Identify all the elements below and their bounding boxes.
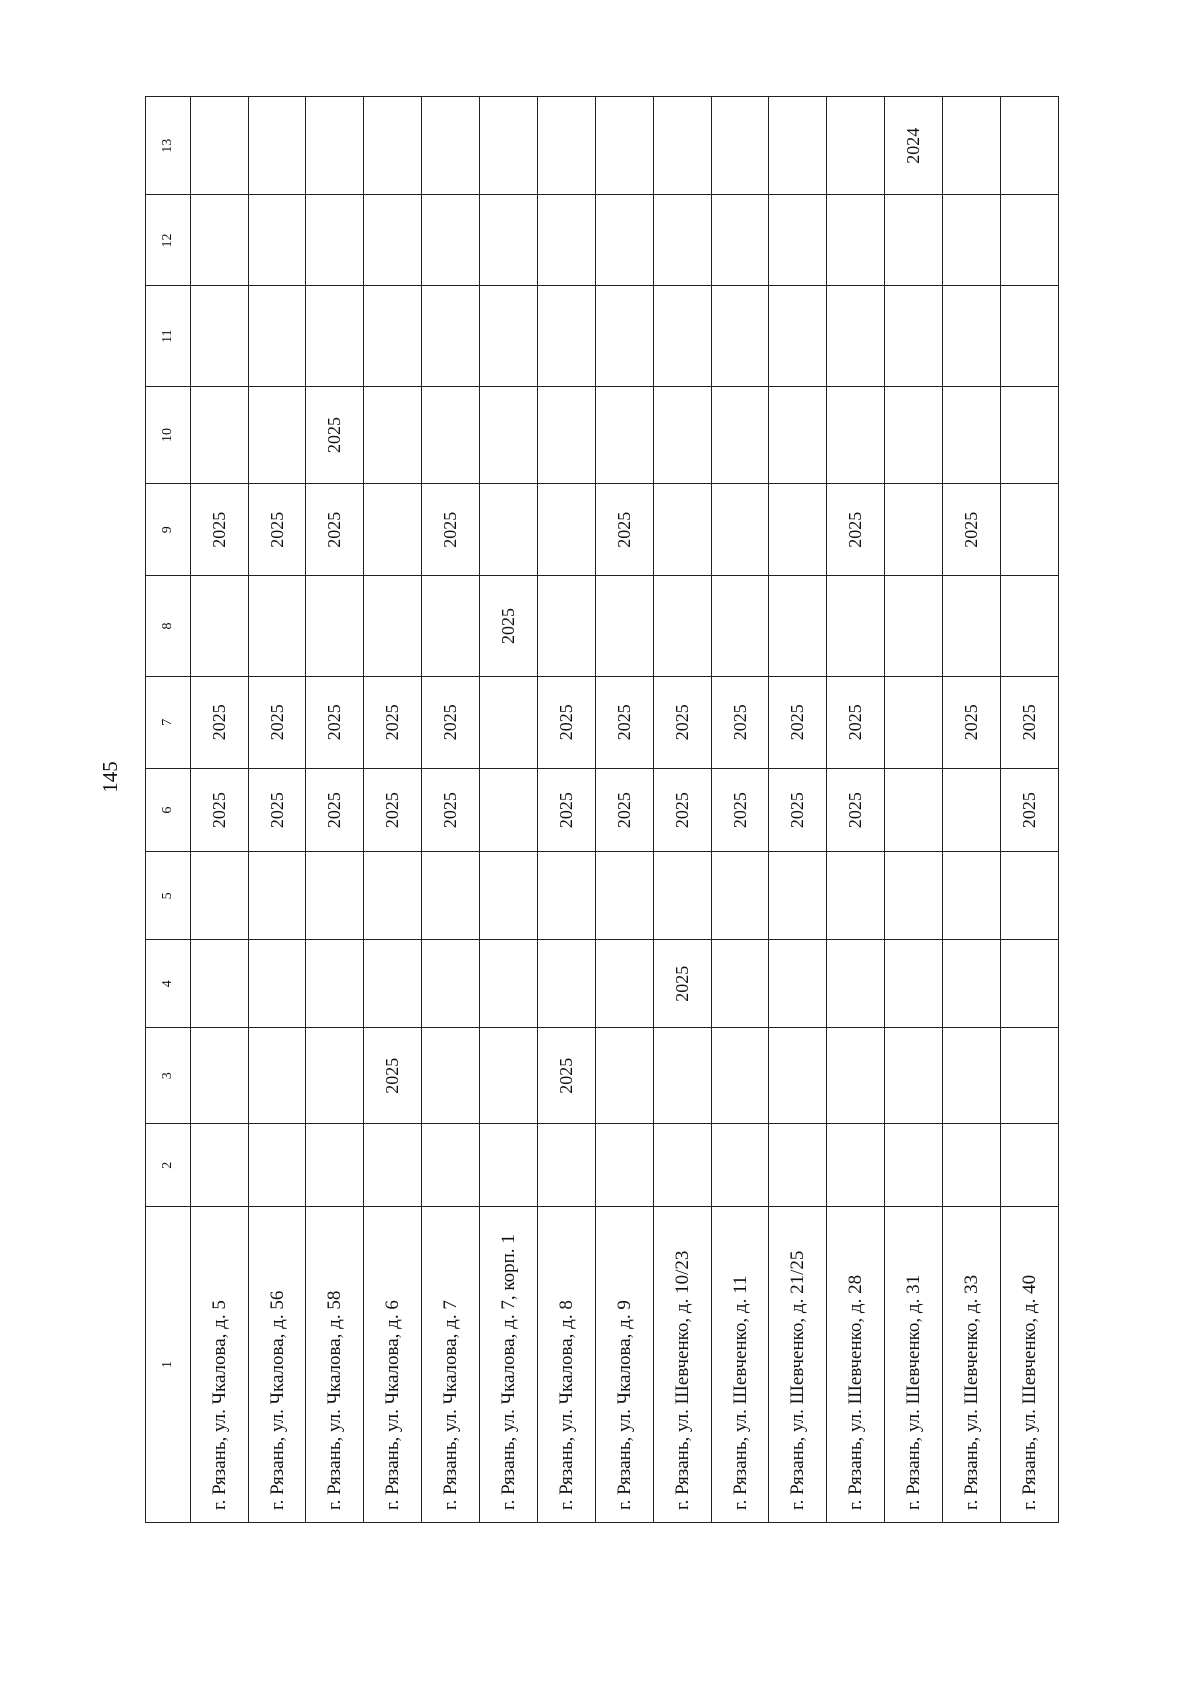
year-cell-c8 [306, 576, 364, 676]
header-cell: 2 [146, 1124, 191, 1207]
year-cell-c7 [885, 676, 943, 768]
year-cell-c10 [711, 386, 769, 483]
year-cell-c7: 2025 [827, 676, 885, 768]
year-cell-c10 [480, 386, 538, 483]
year-cell-c5 [537, 852, 595, 940]
table-row [364, 97, 422, 1523]
year-cell-c13 [422, 97, 480, 195]
year-cell-c10 [190, 386, 248, 483]
year-cell-c11 [943, 286, 1001, 386]
year-cell-c9: 2025 [190, 484, 248, 576]
year-cell-c5 [885, 852, 943, 940]
year-cell-c10 [653, 386, 711, 483]
header-cell: 12 [146, 195, 191, 286]
table-row [653, 97, 711, 1523]
repair-schedule-table [145, 96, 1059, 1523]
table-row [422, 97, 480, 1523]
year-cell-c12 [190, 195, 248, 286]
year-cell-c8 [595, 576, 653, 676]
year-cell-c11 [711, 286, 769, 386]
year-cell-c2 [422, 1124, 480, 1207]
year-cell-c8 [364, 576, 422, 676]
year-cell-c12 [364, 195, 422, 286]
year-cell-c11 [364, 286, 422, 386]
year-cell-c6 [943, 768, 1001, 852]
year-cell-c7: 2025 [711, 676, 769, 768]
year-cell-c10 [248, 386, 306, 483]
year-cell-c13 [480, 97, 538, 195]
year-cell-c11 [480, 286, 538, 386]
year-cell-c8 [769, 576, 827, 676]
year-cell-c12 [248, 195, 306, 286]
address-cell: г. Рязань, ул. Чкалова, д. 7 [422, 1207, 480, 1523]
header-cell: 9 [146, 484, 191, 576]
table-row [885, 97, 943, 1523]
header-cell: 5 [146, 852, 191, 940]
year-cell-c8 [943, 576, 1001, 676]
year-cell-c5 [769, 852, 827, 940]
year-cell-c11 [422, 286, 480, 386]
year-cell-c12 [769, 195, 827, 286]
address-cell: г. Рязань, ул. Шевченко, д. 10/23 [653, 1207, 711, 1523]
header-cell: 8 [146, 576, 191, 676]
year-cell-c8 [1000, 576, 1058, 676]
year-cell-c7: 2025 [248, 676, 306, 768]
year-cell-c8 [885, 576, 943, 676]
year-cell-c8 [190, 576, 248, 676]
year-cell-c3 [480, 1028, 538, 1124]
year-cell-c10 [1000, 386, 1058, 483]
year-cell-c13 [653, 97, 711, 195]
year-cell-c7: 2025 [653, 676, 711, 768]
header-cell: 11 [146, 286, 191, 386]
year-cell-c10 [827, 386, 885, 483]
year-cell-c6: 2025 [595, 768, 653, 852]
table-row [769, 97, 827, 1523]
year-cell-c6: 2025 [769, 768, 827, 852]
year-cell-c11 [653, 286, 711, 386]
address-cell: г. Рязань, ул. Шевченко, д. 21/25 [769, 1207, 827, 1523]
year-cell-c13 [248, 97, 306, 195]
year-cell-c11 [1000, 286, 1058, 386]
year-cell-c4 [943, 940, 1001, 1028]
year-cell-c6: 2025 [248, 768, 306, 852]
year-cell-c4 [364, 940, 422, 1028]
year-cell-c4 [711, 940, 769, 1028]
year-cell-c9 [480, 484, 538, 576]
year-cell-c5 [190, 852, 248, 940]
table-row [827, 97, 885, 1523]
address-cell: г. Рязань, ул. Чкалова, д. 5 [190, 1207, 248, 1523]
year-cell-c4: 2025 [653, 940, 711, 1028]
year-cell-c2 [885, 1124, 943, 1207]
year-cell-c13 [769, 97, 827, 195]
year-cell-c13 [190, 97, 248, 195]
year-cell-c9 [364, 484, 422, 576]
year-cell-c4 [1000, 940, 1058, 1028]
year-cell-c6: 2025 [364, 768, 422, 852]
year-cell-c8 [248, 576, 306, 676]
year-cell-c4 [190, 940, 248, 1028]
year-cell-c2 [537, 1124, 595, 1207]
year-cell-c2 [711, 1124, 769, 1207]
year-cell-c12 [827, 195, 885, 286]
address-cell: г. Рязань, ул. Шевченко, д. 28 [827, 1207, 885, 1523]
table-row [537, 97, 595, 1523]
year-cell-c10 [422, 386, 480, 483]
address-cell: г. Рязань, ул. Чкалова, д. 9 [595, 1207, 653, 1523]
year-cell-c12 [943, 195, 1001, 286]
year-cell-c9: 2025 [248, 484, 306, 576]
year-cell-c4 [827, 940, 885, 1028]
year-cell-c5 [306, 852, 364, 940]
year-cell-c5 [248, 852, 306, 940]
year-cell-c8 [827, 576, 885, 676]
year-cell-c3 [248, 1028, 306, 1124]
year-cell-c7: 2025 [537, 676, 595, 768]
year-cell-c9: 2025 [595, 484, 653, 576]
header-cell: 13 [146, 97, 191, 195]
table-row [306, 97, 364, 1523]
year-cell-c11 [595, 286, 653, 386]
header-cell: 3 [146, 1028, 191, 1124]
year-cell-c4 [248, 940, 306, 1028]
year-cell-c3 [653, 1028, 711, 1124]
year-cell-c8 [653, 576, 711, 676]
table-row [943, 97, 1001, 1523]
year-cell-c3: 2025 [537, 1028, 595, 1124]
table-row [248, 97, 306, 1523]
year-cell-c6: 2025 [537, 768, 595, 852]
year-cell-c13 [364, 97, 422, 195]
year-cell-c7: 2025 [190, 676, 248, 768]
year-cell-c3 [943, 1028, 1001, 1124]
year-cell-c7: 2025 [306, 676, 364, 768]
table-row [190, 97, 248, 1523]
header-cell: 6 [146, 768, 191, 852]
header-cell: 7 [146, 676, 191, 768]
year-cell-c5 [364, 852, 422, 940]
year-cell-c3 [885, 1028, 943, 1124]
year-cell-c12 [885, 195, 943, 286]
year-cell-c12 [480, 195, 538, 286]
address-cell: г. Рязань, ул. Шевченко, д. 33 [943, 1207, 1001, 1523]
year-cell-c3: 2025 [364, 1028, 422, 1124]
address-cell: г. Рязань, ул. Чкалова, д. 8 [537, 1207, 595, 1523]
year-cell-c13 [943, 97, 1001, 195]
year-cell-c6: 2025 [653, 768, 711, 852]
header-cell: 10 [146, 386, 191, 483]
address-cell: г. Рязань, ул. Чкалова, д. 6 [364, 1207, 422, 1523]
table-row [595, 97, 653, 1523]
table-row [480, 97, 538, 1523]
year-cell-c7: 2025 [364, 676, 422, 768]
year-cell-c11 [769, 286, 827, 386]
address-cell: г. Рязань, ул. Шевченко, д. 31 [885, 1207, 943, 1523]
year-cell-c9 [769, 484, 827, 576]
year-cell-c9 [653, 484, 711, 576]
year-cell-c9 [537, 484, 595, 576]
year-cell-c2 [943, 1124, 1001, 1207]
year-cell-c2 [248, 1124, 306, 1207]
year-cell-c6 [480, 768, 538, 852]
year-cell-c13 [711, 97, 769, 195]
year-cell-c2 [769, 1124, 827, 1207]
year-cell-c4 [885, 940, 943, 1028]
year-cell-c9 [885, 484, 943, 576]
year-cell-c3 [422, 1028, 480, 1124]
year-cell-c4 [595, 940, 653, 1028]
year-cell-c11 [537, 286, 595, 386]
year-cell-c5 [827, 852, 885, 940]
year-cell-c2 [595, 1124, 653, 1207]
year-cell-c12 [306, 195, 364, 286]
year-cell-c10 [769, 386, 827, 483]
year-cell-c3 [827, 1028, 885, 1124]
year-cell-c9: 2025 [827, 484, 885, 576]
year-cell-c8 [537, 576, 595, 676]
year-cell-c2 [306, 1124, 364, 1207]
year-cell-c11 [248, 286, 306, 386]
year-cell-c12 [422, 195, 480, 286]
year-cell-c6: 2025 [306, 768, 364, 852]
year-cell-c3 [769, 1028, 827, 1124]
year-cell-c13 [537, 97, 595, 195]
year-cell-c5 [422, 852, 480, 940]
year-cell-c9: 2025 [422, 484, 480, 576]
year-cell-c7: 2025 [1000, 676, 1058, 768]
year-cell-c5 [711, 852, 769, 940]
year-cell-c11 [306, 286, 364, 386]
year-cell-c7: 2025 [422, 676, 480, 768]
year-cell-c12 [537, 195, 595, 286]
address-cell: г. Рязань, ул. Чкалова, д. 58 [306, 1207, 364, 1523]
table-rotated-wrapper [145, 96, 1059, 1523]
year-cell-c11 [827, 286, 885, 386]
year-cell-c5 [943, 852, 1001, 940]
year-cell-c2 [190, 1124, 248, 1207]
year-cell-c2 [364, 1124, 422, 1207]
address-cell: г. Рязань, ул. Шевченко, д. 11 [711, 1207, 769, 1523]
year-cell-c10 [943, 386, 1001, 483]
table-row [711, 97, 769, 1523]
year-cell-c2 [480, 1124, 538, 1207]
header-row [146, 97, 191, 1523]
year-cell-c4 [480, 940, 538, 1028]
year-cell-c12 [711, 195, 769, 286]
year-cell-c12 [653, 195, 711, 286]
year-cell-c7: 2025 [943, 676, 1001, 768]
year-cell-c7 [480, 676, 538, 768]
year-cell-c3 [711, 1028, 769, 1124]
year-cell-c3 [190, 1028, 248, 1124]
year-cell-c4 [537, 940, 595, 1028]
table-body [146, 97, 1059, 1523]
year-cell-c10 [537, 386, 595, 483]
address-cell: г. Рязань, ул. Чкалова, д. 56 [248, 1207, 306, 1523]
header-cell: 4 [146, 940, 191, 1028]
year-cell-c6: 2025 [711, 768, 769, 852]
year-cell-c6: 2025 [1000, 768, 1058, 852]
year-cell-c9: 2025 [943, 484, 1001, 576]
year-cell-c9 [1000, 484, 1058, 576]
year-cell-c13 [827, 97, 885, 195]
year-cell-c10: 2025 [306, 386, 364, 483]
year-cell-c10 [364, 386, 422, 483]
year-cell-c8 [422, 576, 480, 676]
year-cell-c9 [711, 484, 769, 576]
year-cell-c12 [595, 195, 653, 286]
address-cell: г. Рязань, ул. Чкалова, д. 7, корп. 1 [480, 1207, 538, 1523]
year-cell-c2 [827, 1124, 885, 1207]
year-cell-c13 [1000, 97, 1058, 195]
year-cell-c11 [190, 286, 248, 386]
page-number: 145 [98, 761, 122, 793]
year-cell-c4 [422, 940, 480, 1028]
year-cell-c3 [1000, 1028, 1058, 1124]
year-cell-c2 [653, 1124, 711, 1207]
address-cell: г. Рязань, ул. Шевченко, д. 40 [1000, 1207, 1058, 1523]
year-cell-c6: 2025 [422, 768, 480, 852]
year-cell-c2 [1000, 1124, 1058, 1207]
year-cell-c8 [711, 576, 769, 676]
year-cell-c13 [595, 97, 653, 195]
year-cell-c13: 2024 [885, 97, 943, 195]
year-cell-c5 [480, 852, 538, 940]
year-cell-c12 [1000, 195, 1058, 286]
year-cell-c8: 2025 [480, 576, 538, 676]
year-cell-c5 [1000, 852, 1058, 940]
header-cell: 1 [146, 1207, 191, 1523]
year-cell-c10 [595, 386, 653, 483]
year-cell-c5 [653, 852, 711, 940]
year-cell-c13 [306, 97, 364, 195]
year-cell-c7: 2025 [769, 676, 827, 768]
year-cell-c6: 2025 [827, 768, 885, 852]
year-cell-c9: 2025 [306, 484, 364, 576]
year-cell-c11 [885, 286, 943, 386]
year-cell-c4 [306, 940, 364, 1028]
year-cell-c6: 2025 [190, 768, 248, 852]
year-cell-c4 [769, 940, 827, 1028]
year-cell-c6 [885, 768, 943, 852]
year-cell-c10 [885, 386, 943, 483]
year-cell-c7: 2025 [595, 676, 653, 768]
table-row [1000, 97, 1058, 1523]
year-cell-c5 [595, 852, 653, 940]
year-cell-c3 [306, 1028, 364, 1124]
year-cell-c3 [595, 1028, 653, 1124]
